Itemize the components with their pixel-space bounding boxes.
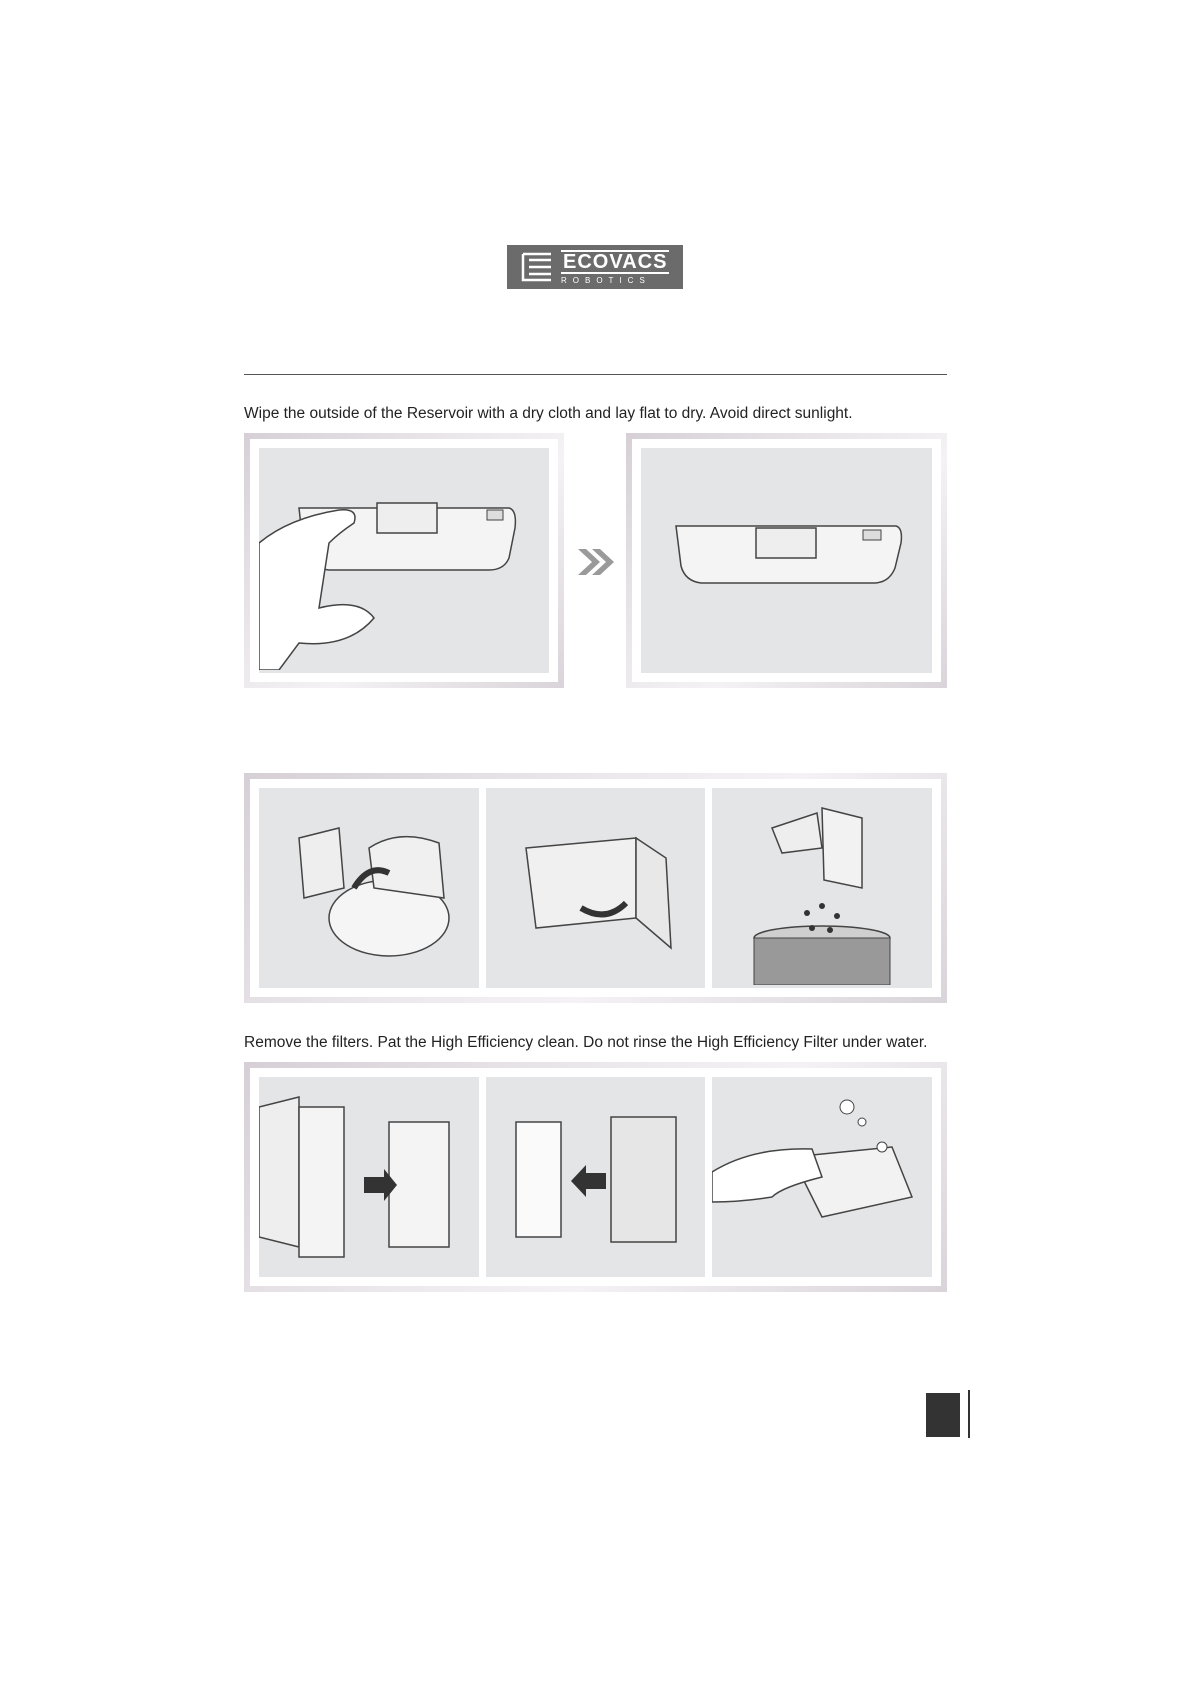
ecovacs-mark-icon xyxy=(521,252,555,282)
ecovacs-logo xyxy=(507,245,683,289)
filter-separate-drawing xyxy=(486,1077,704,1274)
panel-remove-dustbin xyxy=(259,788,479,988)
panel-open-dustbin xyxy=(486,788,706,988)
illustration-empty-dustbin xyxy=(244,773,947,1003)
section-divider xyxy=(244,374,947,375)
reservoir-flat-drawing xyxy=(641,448,932,670)
step3-caption: Remove the filters. Pat the High Efficiency clean. Do not rinse the High Efficiency Filter under water. xyxy=(244,1034,928,1051)
logo-brand-text: ECOVACS xyxy=(563,250,668,273)
logo-sub-text: ROBOTICS xyxy=(561,275,651,285)
panel-pat-filter xyxy=(712,1077,932,1277)
reservoir-wipe-drawing xyxy=(259,448,549,670)
double-chevron-icon xyxy=(576,547,618,577)
illustration-clean-filters xyxy=(244,1062,947,1292)
filter-remove-drawing xyxy=(259,1077,477,1274)
illustration-reservoir-drying xyxy=(626,433,947,688)
dustbin-open-drawing xyxy=(486,788,704,985)
step1-caption: Wipe the outside of the Reservoir with a dry cloth and lay flat to dry. Avoid direct sunlight. xyxy=(244,405,853,422)
page-edge-line xyxy=(968,1390,970,1438)
trash-can-drawing xyxy=(712,788,930,985)
illustration-wipe-reservoir xyxy=(244,433,564,688)
panel-separate-filter xyxy=(486,1077,706,1277)
page-tab-marker xyxy=(926,1393,960,1437)
filter-pat-drawing xyxy=(712,1077,930,1274)
robot-dustbin-drawing xyxy=(259,788,477,985)
panel-remove-filter xyxy=(259,1077,479,1277)
panel-dump-debris xyxy=(712,788,932,988)
